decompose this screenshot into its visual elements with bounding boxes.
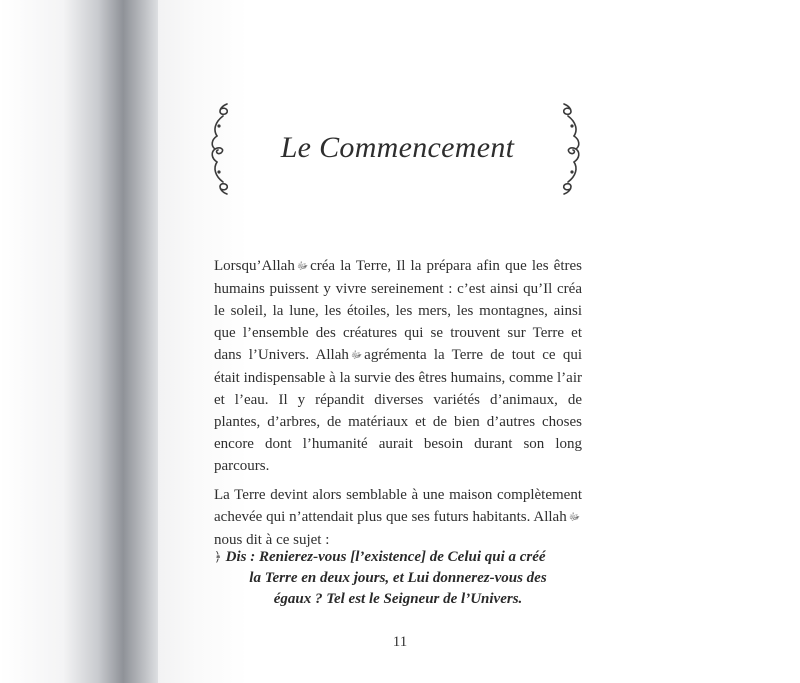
paragraph xyxy=(214,484,582,551)
paragraph xyxy=(214,255,582,477)
scroll-flourish-icon xyxy=(558,100,586,198)
body-text xyxy=(214,255,582,551)
paragraph-text: créa la Terre, Il la prépara afin que les êtres humains puissent y vivre sereinement : c’est ainsi qu’Il créa le soleil, la lune, les étoiles, les mers, les montagnes, ainsi que l’ensemble des créatures qui se trouvent sur Terre et dans l’Univers. Allah xyxy=(214,258,582,363)
book-spine-shadow xyxy=(0,0,158,683)
quote-line-text: Dis : Renierez-vous [l’existence] de Celui qui a créé xyxy=(225,549,546,565)
quran-quote xyxy=(214,546,582,610)
quote-line: la Terre en deux jours, et Lui donnerez-vous des xyxy=(249,570,547,586)
quote-open-mark: ﴿ xyxy=(214,549,222,564)
page-number: 11 xyxy=(392,634,408,650)
honorific-glyph: ﷻ xyxy=(568,512,580,523)
chapter-title: Le Commencement xyxy=(280,131,515,164)
paragraph-text: agrémenta la Terre de tout ce qui était indispensable à la survie des êtres humains, comme l’air et l’eau. Il y répandit diverses variétés d’animaux, de plantes, d’arbres, de matériaux et de bien d’autres choses encore dont l’humanité aurait besoin durant son long parcours. xyxy=(214,347,582,474)
paragraph-text: La Terre devint alors semblable à une maison complètement achevée qui n’attendait plus que ses futurs habitants. Allah xyxy=(214,487,582,525)
scroll-flourish-icon xyxy=(205,100,233,198)
paragraph-text: nous dit à ce sujet : xyxy=(214,532,330,548)
quote-line xyxy=(214,546,582,568)
honorific-glyph: ﷻ xyxy=(296,261,309,272)
paragraph-text: Lorsqu’Allah xyxy=(214,258,295,274)
quote-line: égaux ? Tel est le Seigneur de l’Univers. xyxy=(273,591,523,607)
honorific-glyph: ﷻ xyxy=(350,350,363,361)
